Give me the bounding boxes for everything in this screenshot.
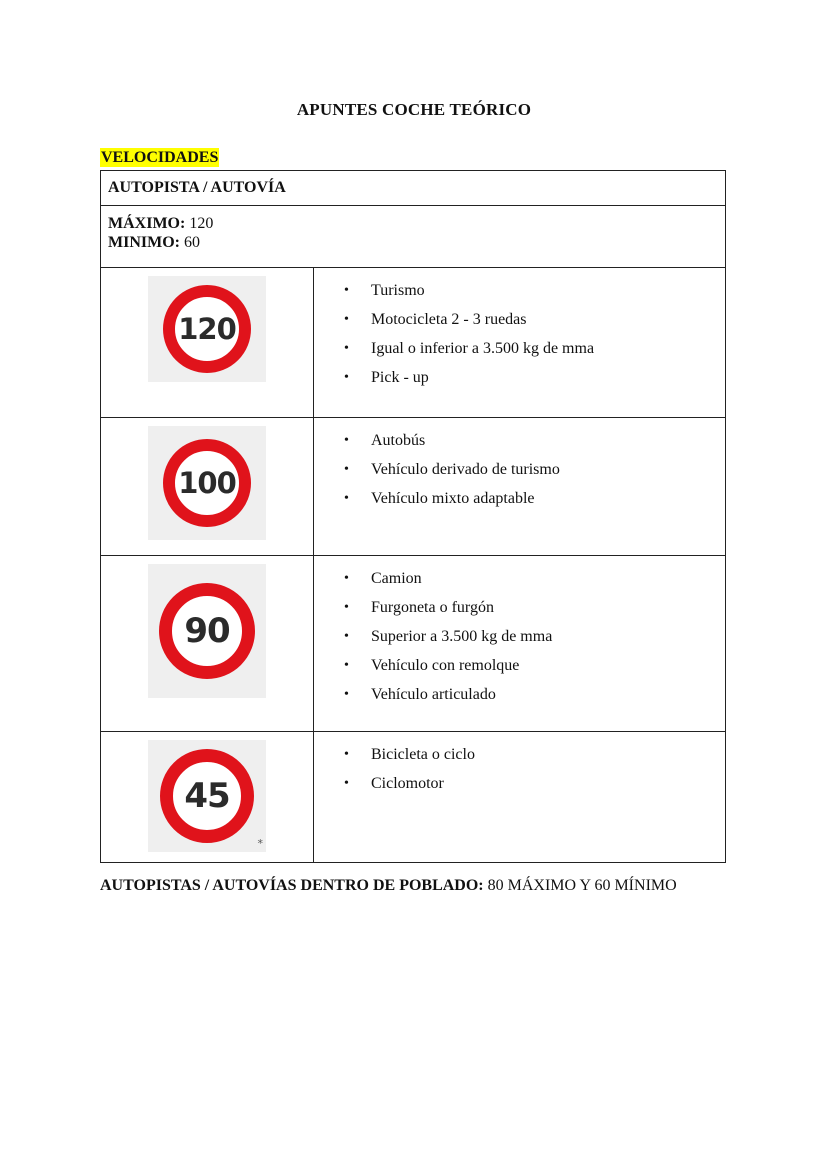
section-label-velocidades: VELOCIDADES [101, 149, 219, 166]
vehicle-list [314, 732, 725, 798]
sign-cell [101, 268, 314, 418]
table-row [101, 732, 726, 863]
sign-cell [101, 418, 314, 556]
list-item: • Autobús [344, 426, 725, 455]
vehicle-list [314, 268, 725, 392]
table-header-row [101, 171, 726, 206]
max-value: 120 [189, 215, 214, 232]
vehicles-cell [314, 732, 726, 863]
footer-note [100, 877, 677, 895]
speed-limits-table [100, 170, 726, 863]
speed-sign-45-image [148, 740, 266, 852]
vehicle-list [314, 556, 725, 709]
list-item: • Pick - up [344, 363, 725, 392]
vehicles-cell [314, 556, 726, 732]
speed-limit-sign-icon: 90 [159, 583, 255, 679]
limits-row [101, 206, 726, 268]
list-item: • Vehículo mixto adaptable [344, 484, 725, 513]
vehicles-cell [314, 418, 726, 556]
list-item: • Camion [344, 564, 725, 593]
list-item: • Bicicleta o ciclo [344, 740, 725, 769]
table-row [101, 418, 726, 556]
document-title: APUNTES COCHE TEÓRICO [296, 100, 532, 119]
list-item: • Superior a 3.500 kg de mma [344, 622, 725, 651]
footer-text: 80 MÁXIMO Y 60 MÍNIMO [487, 877, 677, 894]
min-value: 60 [183, 234, 200, 251]
speed-sign-100-image [148, 426, 266, 540]
speed-sign-90-image [148, 564, 266, 698]
list-item: • Motocicleta 2 - 3 ruedas [344, 305, 725, 334]
min-label: MINIMO: [108, 234, 180, 251]
sign-cell [101, 732, 314, 863]
speed-limit-sign-icon: 120 [163, 285, 251, 373]
speed-sign-120-image [148, 276, 266, 382]
max-line [108, 214, 718, 233]
list-item: • Turismo [344, 276, 725, 305]
list-item: • Vehículo articulado [344, 680, 725, 709]
sign-cell [101, 556, 314, 732]
list-item: • Igual o inferior a 3.500 kg de mma [344, 334, 725, 363]
max-label: MÁXIMO: [108, 215, 186, 232]
limits-cell [101, 206, 726, 268]
list-item: • Vehículo derivado de turismo [344, 455, 725, 484]
list-item: • Furgoneta o furgón [344, 593, 725, 622]
vehicles-cell [314, 268, 726, 418]
min-line [108, 233, 718, 252]
table-row [101, 268, 726, 418]
speed-limit-sign-icon: 45 [160, 749, 254, 843]
list-item: • Vehículo con remolque [344, 651, 725, 680]
table-row [101, 556, 726, 732]
list-item: • Ciclomotor [344, 769, 725, 798]
table-header: AUTOPISTA / AUTOVÍA [101, 171, 726, 206]
asterisk-mark: * [257, 837, 263, 850]
footer-label: AUTOPISTAS / AUTOVÍAS DENTRO DE POBLADO: [100, 877, 484, 894]
vehicle-list [314, 418, 725, 513]
speed-limit-sign-icon: 100 [163, 439, 251, 527]
